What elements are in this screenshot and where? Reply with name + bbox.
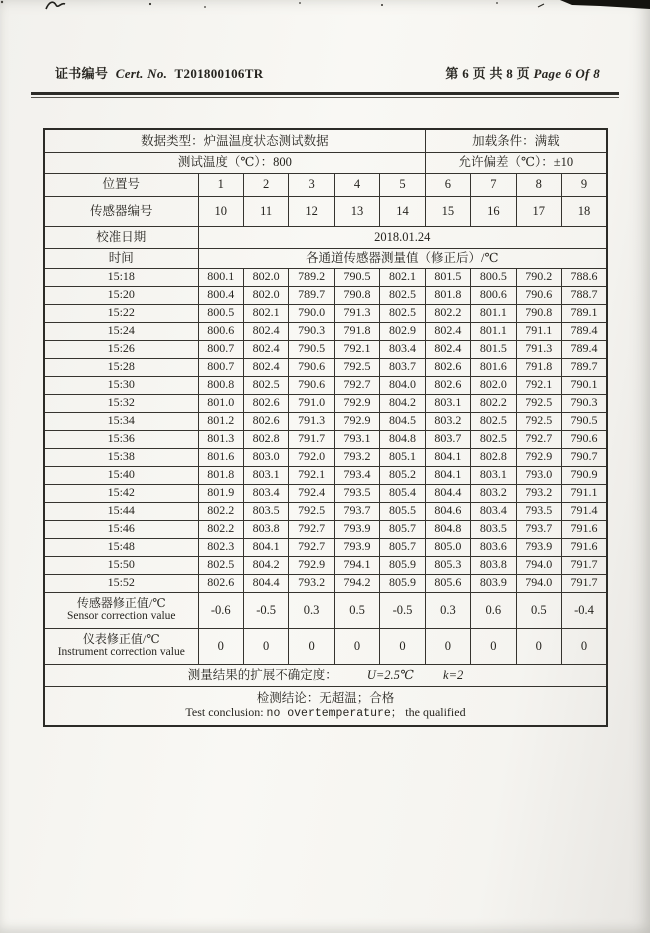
reading-value-cell: 801.5 xyxy=(425,268,470,286)
reading-value-cell: 793.4 xyxy=(334,466,379,484)
reading-value-cell: 800.5 xyxy=(471,268,516,286)
reading-value-cell: 804.6 xyxy=(425,502,470,520)
reading-value-cell: 791.3 xyxy=(289,412,334,430)
reading-value-cell: 802.8 xyxy=(471,448,516,466)
reading-value-cell: 793.7 xyxy=(334,502,379,520)
calibration-label-cell: 校准日期 xyxy=(44,226,198,248)
reading-value-cell: 793.0 xyxy=(516,466,561,484)
header-divider xyxy=(31,92,619,98)
reading-value-cell: 801.3 xyxy=(198,430,243,448)
conclusion-en xyxy=(46,706,605,720)
reading-value-cell: 788.6 xyxy=(562,268,608,286)
reading-value-cell: 792.9 xyxy=(516,448,561,466)
reading-value-cell: 802.4 xyxy=(425,322,470,340)
reading-value-cell: 790.5 xyxy=(289,340,334,358)
reading-row xyxy=(44,412,607,430)
reading-value-cell: 801.9 xyxy=(198,484,243,502)
reading-value-cell: 803.4 xyxy=(380,340,425,358)
reading-value-cell: 800.6 xyxy=(198,322,243,340)
reading-time-cell: 15:28 xyxy=(44,358,198,376)
page-info-cn: 第 6 页 共 8 页 xyxy=(445,66,530,81)
reading-value-cell: 801.0 xyxy=(198,394,243,412)
reading-time-cell: 15:50 xyxy=(44,556,198,574)
reading-value-cell: 791.3 xyxy=(334,304,379,322)
instrument-correction-cell: 0 xyxy=(334,628,379,664)
reading-time-cell: 15:46 xyxy=(44,520,198,538)
instrument-correction-label-cell xyxy=(44,628,198,664)
reading-value-cell: 790.9 xyxy=(562,466,608,484)
reading-value-cell: 791.6 xyxy=(562,520,608,538)
table-row xyxy=(44,152,607,173)
reading-value-cell: 805.1 xyxy=(380,448,425,466)
reading-value-cell: 804.2 xyxy=(243,556,288,574)
reading-value-cell: 805.4 xyxy=(380,484,425,502)
table-head-section xyxy=(44,129,607,268)
reading-value-cell: 790.7 xyxy=(562,448,608,466)
reading-value-cell: 790.1 xyxy=(562,376,608,394)
reading-row xyxy=(44,520,607,538)
reading-value-cell: 802.5 xyxy=(380,286,425,304)
position-row xyxy=(44,173,607,196)
divider-thin-line xyxy=(31,97,619,98)
reading-value-cell: 792.5 xyxy=(516,394,561,412)
reading-value-cell: 790.6 xyxy=(516,286,561,304)
sensor-number-cell: 11 xyxy=(243,196,288,226)
reading-value-cell: 802.4 xyxy=(243,340,288,358)
reading-value-cell: 803.5 xyxy=(243,502,288,520)
reading-value-cell: 805.6 xyxy=(425,574,470,592)
reading-value-cell: 790.8 xyxy=(516,304,561,322)
sensor-number-cell: 10 xyxy=(198,196,243,226)
reading-row xyxy=(44,304,607,322)
reading-value-cell: 790.2 xyxy=(516,268,561,286)
reading-time-cell: 15:44 xyxy=(44,502,198,520)
reading-time-cell: 15:24 xyxy=(44,322,198,340)
reading-time-cell: 15:36 xyxy=(44,430,198,448)
reading-value-cell: 793.2 xyxy=(334,448,379,466)
reading-value-cell: 789.4 xyxy=(562,322,608,340)
reading-row xyxy=(44,484,607,502)
reading-value-cell: 793.7 xyxy=(516,520,561,538)
reading-value-cell: 802.6 xyxy=(243,412,288,430)
reading-value-cell: 804.5 xyxy=(380,412,425,430)
reading-row xyxy=(44,322,607,340)
reading-value-cell: 801.5 xyxy=(471,340,516,358)
sensor-number-cell: 15 xyxy=(425,196,470,226)
reading-value-cell: 802.6 xyxy=(425,376,470,394)
reading-value-cell: 805.0 xyxy=(425,538,470,556)
conclusion-cell xyxy=(44,686,607,726)
reading-time-cell: 15:18 xyxy=(44,268,198,286)
reading-value-cell: 803.8 xyxy=(471,556,516,574)
reading-time-cell: 15:20 xyxy=(44,286,198,304)
instrument-correction-cell: 0 xyxy=(380,628,425,664)
reading-value-cell: 801.2 xyxy=(198,412,243,430)
reading-value-cell: 805.3 xyxy=(425,556,470,574)
reading-value-cell: 792.7 xyxy=(289,520,334,538)
reading-value-cell: 790.3 xyxy=(289,322,334,340)
reading-value-cell: 792.1 xyxy=(289,466,334,484)
uncertainty-label: 测量结果的扩展不确定度： xyxy=(187,667,338,682)
reading-row xyxy=(44,376,607,394)
reading-value-cell: 790.5 xyxy=(334,268,379,286)
position-number-cell: 2 xyxy=(243,173,288,196)
reading-value-cell: 805.5 xyxy=(380,502,425,520)
instrument-correction-cell: 0 xyxy=(516,628,561,664)
reading-value-cell: 802.6 xyxy=(425,358,470,376)
uncertainty-cell xyxy=(44,664,607,686)
sensor-number-cell: 14 xyxy=(380,196,425,226)
reading-value-cell: 804.8 xyxy=(425,520,470,538)
reading-value-cell: 793.5 xyxy=(334,484,379,502)
reading-value-cell: 802.0 xyxy=(243,286,288,304)
reading-value-cell: 791.0 xyxy=(289,394,334,412)
sensor-label-cell: 传感器编号 xyxy=(44,196,198,226)
reading-value-cell: 805.9 xyxy=(380,556,425,574)
reading-value-cell: 789.7 xyxy=(289,286,334,304)
reading-value-cell: 803.1 xyxy=(243,466,288,484)
reading-value-cell: 802.3 xyxy=(198,538,243,556)
reading-value-cell: 801.8 xyxy=(425,286,470,304)
reading-value-cell: 793.9 xyxy=(334,538,379,556)
sensor-number-cell: 13 xyxy=(334,196,379,226)
instrument-correction-cell: 0 xyxy=(243,628,288,664)
instrument-correction-label-en: Instrument correction value xyxy=(57,646,185,659)
reading-value-cell: 800.5 xyxy=(198,304,243,322)
reading-value-cell: 790.5 xyxy=(562,412,608,430)
reading-value-cell: 804.1 xyxy=(243,538,288,556)
table-row xyxy=(44,129,607,152)
reading-value-cell: 802.6 xyxy=(243,394,288,412)
reading-value-cell: 805.9 xyxy=(380,574,425,592)
reading-value-cell: 804.4 xyxy=(243,574,288,592)
reading-value-cell: 792.9 xyxy=(289,556,334,574)
reading-value-cell: 788.7 xyxy=(562,286,608,304)
reading-value-cell: 789.1 xyxy=(562,304,608,322)
reading-value-cell: 800.7 xyxy=(198,358,243,376)
reading-value-cell: 802.4 xyxy=(243,358,288,376)
test-temperature-cell: 测试温度（℃）：800 xyxy=(44,152,425,173)
reading-row xyxy=(44,358,607,376)
reading-time-cell: 15:42 xyxy=(44,484,198,502)
reading-value-cell: 802.1 xyxy=(243,304,288,322)
measurement-table xyxy=(43,128,608,727)
conclusion-row xyxy=(44,686,607,726)
reading-value-cell: 802.2 xyxy=(198,502,243,520)
conclusion-en-suffix: the qualified xyxy=(405,704,466,719)
reading-value-cell: 805.2 xyxy=(380,466,425,484)
instrument-correction-cell: 0 xyxy=(471,628,516,664)
time-header-row xyxy=(44,248,607,268)
reading-value-cell: 800.8 xyxy=(198,376,243,394)
sensor-number-cell: 12 xyxy=(289,196,334,226)
reading-value-cell: 792.5 xyxy=(334,358,379,376)
instrument-correction-cell: 0 xyxy=(562,628,608,664)
sensor-correction-cell: -0.6 xyxy=(198,592,243,628)
reading-value-cell: 792.0 xyxy=(289,448,334,466)
uncertainty-row xyxy=(44,664,607,686)
reading-value-cell: 802.2 xyxy=(198,520,243,538)
position-number-cell: 8 xyxy=(516,173,561,196)
reading-value-cell: 804.1 xyxy=(425,448,470,466)
reading-value-cell: 802.5 xyxy=(471,430,516,448)
reading-value-cell: 802.5 xyxy=(198,556,243,574)
position-number-cell: 9 xyxy=(562,173,608,196)
conclusion-en-body: no overtemperature； xyxy=(266,706,403,720)
reading-value-cell: 793.9 xyxy=(334,520,379,538)
reading-value-cell: 804.1 xyxy=(425,466,470,484)
reading-value-cell: 800.4 xyxy=(198,286,243,304)
position-number-cell: 4 xyxy=(334,173,379,196)
reading-row xyxy=(44,574,607,592)
reading-value-cell: 791.3 xyxy=(516,340,561,358)
reading-time-cell: 15:40 xyxy=(44,466,198,484)
reading-value-cell: 803.7 xyxy=(380,358,425,376)
reading-value-cell: 802.2 xyxy=(425,304,470,322)
reading-value-cell: 790.6 xyxy=(289,358,334,376)
reading-value-cell: 794.1 xyxy=(334,556,379,574)
reading-time-cell: 15:26 xyxy=(44,340,198,358)
reading-value-cell: 802.5 xyxy=(471,412,516,430)
reading-value-cell: 791.4 xyxy=(562,502,608,520)
reading-value-cell: 789.7 xyxy=(562,358,608,376)
reading-value-cell: 791.1 xyxy=(562,484,608,502)
position-number-cell: 6 xyxy=(425,173,470,196)
reading-value-cell: 804.2 xyxy=(380,394,425,412)
reading-value-cell: 792.1 xyxy=(334,340,379,358)
reading-value-cell: 803.2 xyxy=(471,484,516,502)
reading-row xyxy=(44,430,607,448)
reading-value-cell: 792.9 xyxy=(334,394,379,412)
reading-value-cell: 802.5 xyxy=(243,376,288,394)
page-info-en: Page 6 Of 8 xyxy=(533,66,600,81)
reading-time-cell: 15:48 xyxy=(44,538,198,556)
reading-value-cell: 790.3 xyxy=(562,394,608,412)
sensor-correction-cell: 0.6 xyxy=(471,592,516,628)
sensor-correction-cell: -0.5 xyxy=(380,592,425,628)
reading-time-cell: 15:34 xyxy=(44,412,198,430)
reading-value-cell: 803.4 xyxy=(471,502,516,520)
reading-value-cell: 793.5 xyxy=(516,502,561,520)
sensor-number-cell: 17 xyxy=(516,196,561,226)
table-foot-section xyxy=(44,592,607,726)
reading-value-cell: 792.1 xyxy=(516,376,561,394)
reading-value-cell: 803.4 xyxy=(243,484,288,502)
instrument-correction-cell: 0 xyxy=(425,628,470,664)
reading-value-cell: 803.2 xyxy=(425,412,470,430)
cert-label-en: Cert. No. xyxy=(115,66,168,81)
reading-value-cell: 792.9 xyxy=(334,412,379,430)
reading-value-cell: 791.8 xyxy=(516,358,561,376)
reading-time-cell: 15:22 xyxy=(44,304,198,322)
reading-value-cell: 801.6 xyxy=(198,448,243,466)
reading-row xyxy=(44,286,607,304)
sensor-correction-cell: 0.5 xyxy=(516,592,561,628)
reading-value-cell: 805.7 xyxy=(380,520,425,538)
page-number-line xyxy=(445,63,600,82)
reading-value-cell: 790.6 xyxy=(562,430,608,448)
conclusion-cn: 检测结论：无超温；合格 xyxy=(256,691,395,706)
reading-value-cell: 802.0 xyxy=(243,268,288,286)
reading-value-cell: 804.0 xyxy=(380,376,425,394)
reading-row xyxy=(44,340,607,358)
reading-row xyxy=(44,538,607,556)
position-number-cell: 5 xyxy=(380,173,425,196)
reading-value-cell: 791.7 xyxy=(562,556,608,574)
reading-value-cell: 802.4 xyxy=(425,340,470,358)
instrument-correction-row xyxy=(44,628,607,664)
load-condition-cell: 加载条件：满载 xyxy=(425,129,607,152)
sensor-correction-cell: 0.3 xyxy=(425,592,470,628)
reading-value-cell: 791.7 xyxy=(289,430,334,448)
reading-value-cell: 791.7 xyxy=(562,574,608,592)
position-label-cell: 位置号 xyxy=(44,173,198,196)
cert-number-line xyxy=(55,63,267,82)
reading-value-cell: 792.7 xyxy=(334,376,379,394)
reading-value-cell: 792.7 xyxy=(289,538,334,556)
reading-value-cell: 792.7 xyxy=(516,430,561,448)
reading-value-cell: 803.1 xyxy=(471,466,516,484)
allowed-deviation-cell: 允许偏差（℃）：±10 xyxy=(425,152,607,173)
cert-label-cn: 证书编号 xyxy=(55,66,109,81)
sensor-correction-cell: -0.5 xyxy=(243,592,288,628)
reading-value-cell: 793.2 xyxy=(516,484,561,502)
reading-value-cell: 802.6 xyxy=(198,574,243,592)
reading-value-cell: 793.2 xyxy=(289,574,334,592)
conclusion-en-prefix: Test conclusion: xyxy=(185,704,264,719)
uncertainty-k-value: k=2 xyxy=(443,667,464,682)
reading-value-cell: 804.8 xyxy=(380,430,425,448)
reading-value-cell: 803.9 xyxy=(471,574,516,592)
reading-row xyxy=(44,268,607,286)
reading-value-cell: 790.6 xyxy=(289,376,334,394)
reading-value-cell: 801.8 xyxy=(198,466,243,484)
reading-value-cell: 800.1 xyxy=(198,268,243,286)
reading-value-cell: 791.8 xyxy=(334,322,379,340)
time-label-cell: 时间 xyxy=(44,248,198,268)
reading-value-cell: 802.9 xyxy=(380,322,425,340)
reading-value-cell: 801.1 xyxy=(471,304,516,322)
reading-value-cell: 803.7 xyxy=(425,430,470,448)
reading-row xyxy=(44,394,607,412)
scan-edge-artifacts xyxy=(0,0,650,20)
calibration-row xyxy=(44,226,607,248)
reading-value-cell: 803.6 xyxy=(471,538,516,556)
reading-value-cell: 802.0 xyxy=(471,376,516,394)
reading-value-cell: 802.2 xyxy=(471,394,516,412)
reading-value-cell: 792.4 xyxy=(289,484,334,502)
sensor-row xyxy=(44,196,607,226)
data-type-cell: 数据类型：炉温温度状态测试数据 xyxy=(44,129,425,152)
sensor-number-cell: 18 xyxy=(562,196,608,226)
reading-time-cell: 15:38 xyxy=(44,448,198,466)
reading-value-cell: 802.1 xyxy=(380,268,425,286)
sensor-correction-label-cn: 传感器修正值/℃ xyxy=(76,595,166,610)
reading-time-cell: 15:32 xyxy=(44,394,198,412)
reading-value-cell: 803.8 xyxy=(243,520,288,538)
reading-value-cell: 803.1 xyxy=(425,394,470,412)
reading-value-cell: 802.8 xyxy=(243,430,288,448)
sensor-correction-cell: -0.4 xyxy=(562,592,608,628)
reading-row xyxy=(44,556,607,574)
reading-value-cell: 802.4 xyxy=(243,322,288,340)
cert-number: T201800106TR xyxy=(174,66,264,81)
reading-value-cell: 802.5 xyxy=(380,304,425,322)
reading-value-cell: 789.2 xyxy=(289,268,334,286)
reading-value-cell: 790.0 xyxy=(289,304,334,322)
instrument-correction-cell: 0 xyxy=(289,628,334,664)
calibration-date-cell: 2018.01.24 xyxy=(198,226,607,248)
instrument-correction-label-cn: 仪表修正值/℃ xyxy=(82,631,160,646)
sensor-correction-label-en: Sensor correction value xyxy=(66,610,176,623)
reading-value-cell: 789.4 xyxy=(562,340,608,358)
reading-value-cell: 791.6 xyxy=(562,538,608,556)
reading-value-cell: 794.0 xyxy=(516,574,561,592)
instrument-correction-cell: 0 xyxy=(198,628,243,664)
position-number-cell: 7 xyxy=(471,173,516,196)
reading-value-cell: 804.4 xyxy=(425,484,470,502)
reading-value-cell: 791.1 xyxy=(516,322,561,340)
reading-value-cell: 790.8 xyxy=(334,286,379,304)
sensor-correction-label-cell xyxy=(44,592,198,628)
reading-value-cell: 794.0 xyxy=(516,556,561,574)
sensor-number-cell: 16 xyxy=(471,196,516,226)
reading-value-cell: 800.6 xyxy=(471,286,516,304)
reading-value-cell: 792.5 xyxy=(289,502,334,520)
reading-time-cell: 15:30 xyxy=(44,376,198,394)
reading-value-cell: 793.9 xyxy=(516,538,561,556)
reading-row xyxy=(44,448,607,466)
reading-value-cell: 800.7 xyxy=(198,340,243,358)
reading-value-cell: 801.1 xyxy=(471,322,516,340)
sensor-correction-cell: 0.5 xyxy=(334,592,379,628)
reading-row xyxy=(44,466,607,484)
reading-value-cell: 801.6 xyxy=(471,358,516,376)
document-header xyxy=(55,63,600,82)
reading-value-cell: 805.7 xyxy=(380,538,425,556)
readings-body xyxy=(44,268,607,592)
reading-time-cell: 15:52 xyxy=(44,574,198,592)
channel-header-cell: 各通道传感器测量值（修正后）/℃ xyxy=(198,248,607,268)
sensor-correction-cell: 0.3 xyxy=(289,592,334,628)
reading-value-cell: 792.5 xyxy=(516,412,561,430)
uncertainty-u-value: U=2.5℃ xyxy=(366,667,414,682)
reading-value-cell: 803.0 xyxy=(243,448,288,466)
divider-thick-line xyxy=(31,92,619,95)
reading-row xyxy=(44,502,607,520)
sensor-correction-row xyxy=(44,592,607,628)
reading-value-cell: 794.2 xyxy=(334,574,379,592)
reading-value-cell: 793.1 xyxy=(334,430,379,448)
position-number-cell: 3 xyxy=(289,173,334,196)
reading-value-cell: 803.5 xyxy=(471,520,516,538)
position-number-cell: 1 xyxy=(198,173,243,196)
